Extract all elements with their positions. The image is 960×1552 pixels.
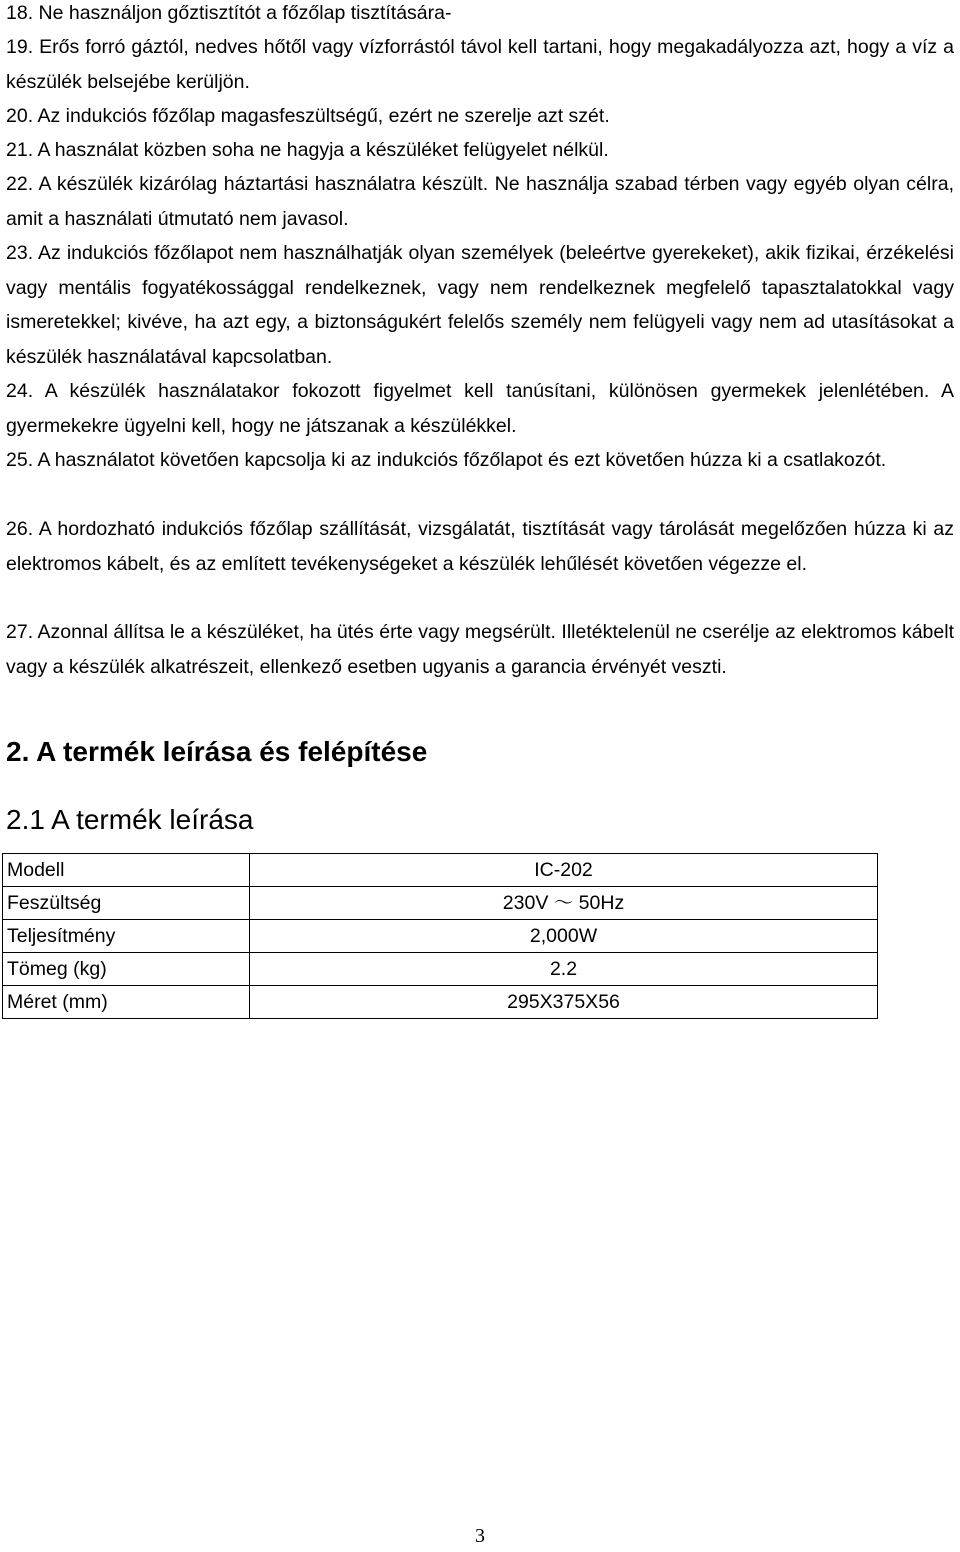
table-row — [3, 953, 878, 986]
safety-item-21: 21. A használat közben soha ne hagyja a készüléket felügyelet nélkül. — [6, 139, 609, 161]
spec-label: Méret (mm) — [3, 986, 250, 1019]
spec-value: 230V ～ 50Hz — [250, 887, 878, 920]
spec-value: 2,000W — [250, 920, 878, 953]
safety-item-19: 19. Erős forró gáztól, nedves hőtől vagy vízforrástól távol kell tartani, hogy megakadályozza azt, hogy a víz a készülék belsejébe kerüljön. — [6, 36, 954, 93]
safety-item-23: 23. Az indukciós főzőlapot nem használhatják olyan személyek (beleértve gyerekeket), akik fizikai, érzékelési vagy mentális fogyatékossággal rendelkeznek, vagy nem rendelkeznek megfelelő tapasztalatokkal vagy ismeretekkel; kivéve, ha azt egy, a biztonságukért felelős személy nem felügyeli vagy nem ad utasításokat a készülék használatával kapcsolatban. — [6, 242, 954, 368]
section-title: 2. A termék leírása és felépítése — [6, 736, 428, 767]
spec-table — [2, 853, 878, 1019]
safety-item-25: 25. A használatot követően kapcsolja ki az indukciós főzőlapot és ezt követően húzza ki a csatlakozót. — [6, 449, 887, 471]
spec-value: IC-202 — [250, 854, 878, 887]
safety-item-26: 26. A hordozható indukciós főzőlap szállítását, vizsgálatát, tisztítását vagy tárolását megelőzően húzza ki az elektromos kábelt, és az említett tevékenységeket a készülék lehűlését követően végezze el. — [6, 518, 954, 575]
table-row — [3, 920, 878, 953]
spec-label: Teljesítmény — [3, 920, 250, 953]
safety-item-22: 22. A készülék kizárólag háztartási használatra készült. Ne használja szabad térben vagy egyéb olyan célra, amit a használati útmutató nem javasol. — [6, 173, 954, 230]
spec-label: Tömeg (kg) — [3, 953, 250, 986]
spec-label: Modell — [3, 854, 250, 887]
subsection-title: 2.1 A termék leírása — [6, 804, 254, 835]
table-row — [3, 854, 878, 887]
safety-item-20: 20. Az indukciós főzőlap magasfeszültségű, ezért ne szerelje azt szét. — [6, 105, 610, 127]
spec-value: 295X375X56 — [250, 986, 878, 1019]
spec-value: 2.2 — [250, 953, 878, 986]
table-row — [3, 986, 878, 1019]
spec-label: Feszültség — [3, 887, 250, 920]
table-row — [3, 887, 878, 920]
page-number: 3 — [475, 1525, 485, 1547]
safety-item-18: 18. Ne használjon gőztisztítót a főzőlap tisztítására- — [6, 2, 452, 24]
safety-item-27: 27. Azonnal állítsa le a készüléket, ha ütés érte vagy megsérült. Illetéktelenül ne cserélje az elektromos kábelt vagy a készülék alkatrészeit, ellenkező esetben ugyanis a garancia érvényét veszti. — [6, 621, 954, 678]
safety-item-24: 24. A készülék használatakor fokozott figyelmet kell tanúsítani, különösen gyermekek jelenlétében. A gyermekekre ügyelni kell, hogy ne játszanak a készülékkel. — [6, 380, 954, 437]
